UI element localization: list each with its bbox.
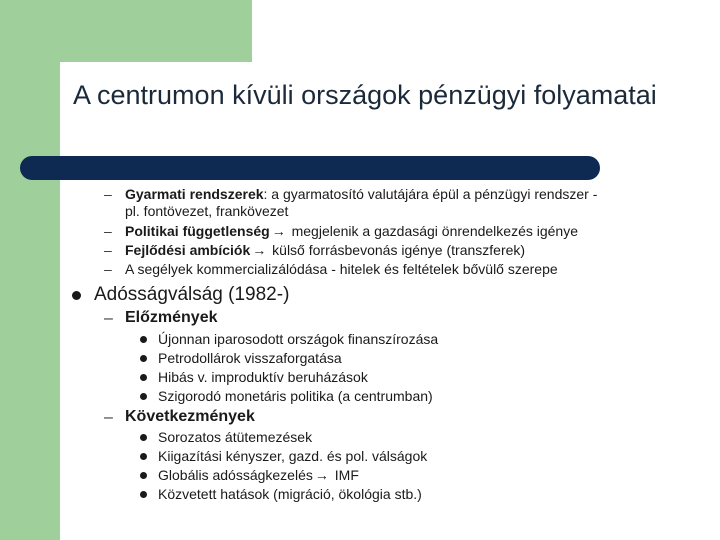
dash-marker: – <box>104 310 113 327</box>
list-item-colonial <box>125 186 597 202</box>
arrow-right-icon: → <box>314 467 329 483</box>
item-text: megjelenik a gazdasági önrendelkezés igénye <box>287 223 579 239</box>
bullet-icon <box>140 491 147 498</box>
item-bold-label: Fejlődési ambíciók <box>125 242 251 258</box>
section-heading-antecedents: Előzmények <box>125 309 218 326</box>
section-heading-consequences: Következmények <box>125 408 255 425</box>
list-item: Szigorodó monetáris politika (a centrumban) <box>158 388 433 404</box>
bullet-icon <box>140 355 147 362</box>
item-bold-label: Politikai függetlenség <box>125 223 270 239</box>
arrow-right-icon: → <box>271 223 286 239</box>
list-item <box>158 467 359 483</box>
bullet-icon <box>140 374 147 381</box>
bullet-icon <box>140 393 147 400</box>
bullet-icon <box>140 336 147 343</box>
title-divider-bar <box>20 156 600 180</box>
list-item-colonial-continuation: pl. fontövezet, frankövezet <box>125 203 289 219</box>
dash-marker: – <box>104 223 112 239</box>
list-item: Kiigazítási kényszer, gazd. és pol. válságok <box>158 448 428 464</box>
bullet-icon <box>72 291 81 300</box>
dash-marker: – <box>104 261 112 277</box>
list-item-development <box>125 242 525 258</box>
dash-marker: – <box>104 242 112 258</box>
list-item-aid: A segélyek kommercializálódása - hitelek és feltételek bővülő szerepe <box>125 261 558 277</box>
list-item: Sorozatos átütemezések <box>158 429 313 445</box>
item-text: Globális adósságkezelés <box>158 467 313 483</box>
item-text: IMF <box>330 467 359 483</box>
main-point-debt-crisis: Adósságválság (1982-) <box>94 284 290 305</box>
dash-marker: – <box>104 409 113 426</box>
green-side-strip <box>0 0 60 540</box>
slide-title: A centrumon kívüli országok pénzügyi folyamatai <box>73 80 657 110</box>
list-item: Újonnan iparosodott országok finanszírozása <box>158 331 439 347</box>
list-item: Petrodollárok visszaforgatása <box>158 350 342 366</box>
dash-marker: – <box>104 186 112 202</box>
list-item: Közvetett hatások (migráció, ökológia stb.) <box>158 486 422 502</box>
item-bold-label: Gyarmati rendszerek <box>125 186 264 202</box>
bullet-icon <box>140 472 147 479</box>
arrow-right-icon: → <box>252 242 267 258</box>
bullet-icon <box>140 453 147 460</box>
bullet-icon <box>140 434 147 441</box>
list-item-independence <box>125 223 578 239</box>
item-text: : a gyarmatosító valutájára épül a pénzügyi rendszer - <box>263 186 598 202</box>
item-text: külső forrásbevonás igénye (transzferek) <box>268 242 526 258</box>
list-item: Hibás v. improduktív beruházások <box>158 369 368 385</box>
